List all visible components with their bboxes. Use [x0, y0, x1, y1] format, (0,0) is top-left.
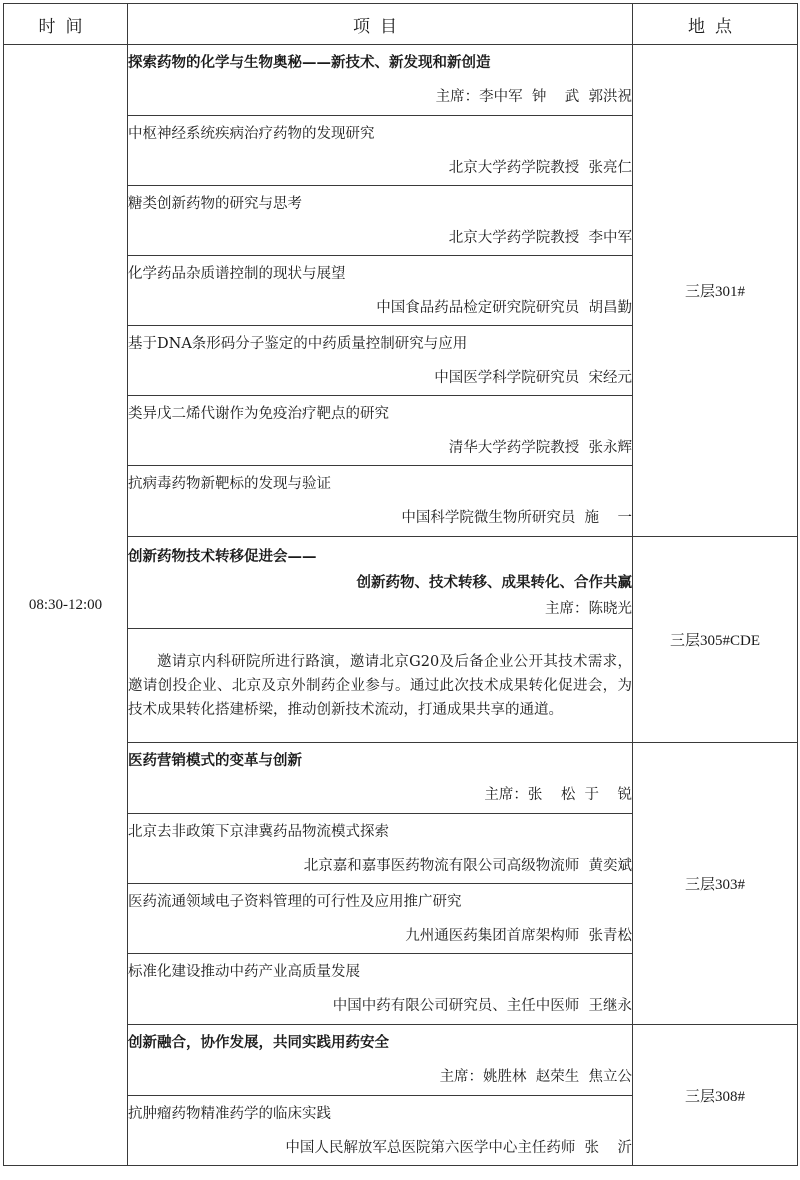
- session-title: 创新药物技术转移促进会——: [128, 547, 317, 565]
- table-row: [4, 45, 798, 116]
- session-title: 探索药物的化学与生物奥秘——新技术、新发现和新创造: [128, 54, 491, 71]
- session-header: [128, 45, 633, 116]
- talk-title: 糖类创新药物的研究与思考: [128, 195, 302, 212]
- talk-speaker: 北京大学药学院教授 张亮仁: [448, 159, 632, 176]
- session-location: 三层305#CDE: [633, 537, 798, 743]
- talk-cell: [128, 814, 633, 884]
- session-description: 邀请京内科研院所进行路演，邀请北京G20及后备企业公开其技术需求，邀请创投企业、北京及京外制药企业参与。通过此次技术成果转化促进会，为技术成果转化搭建桥梁，推动创新技术流动，打通成果共享的通道。: [128, 653, 632, 718]
- session-location: 三层301#: [633, 45, 798, 537]
- talk-title: 类异戊二烯代谢作为免疫治疗靶点的研究: [128, 405, 389, 422]
- talk-speaker: 清华大学药学院教授 张永辉: [448, 439, 632, 456]
- talk-speaker: 九州通医药集团首席架构师 张青松: [405, 927, 632, 944]
- talk-cell: [128, 1096, 633, 1166]
- session-title: 创新融合，协作发展，共同实践用药安全: [128, 1034, 389, 1051]
- talk-speaker: 中国人民解放军总医院第六医学中心主任药师 张 沂: [285, 1139, 632, 1156]
- talk-title: 抗病毒药物新靶标的发现与验证: [128, 476, 331, 492]
- talk-cell: [128, 884, 633, 954]
- talk-speaker: 中国中药有限公司研究员、主任中医师 王继永: [332, 998, 632, 1014]
- session-chair: 主席：陈晓光: [545, 600, 632, 617]
- talk-cell: [128, 256, 633, 326]
- session-chair: 主席：李中军 钟 武 郭洪祝: [435, 89, 632, 105]
- talk-title: 化学药品杂质谱控制的现状与展望: [128, 265, 346, 282]
- talk-title: 基于DNA条形码分子鉴定的中药质量控制研究与应用: [128, 335, 468, 352]
- session-chair: 主席：姚胜林 赵荣生 焦立公: [439, 1069, 632, 1085]
- schedule-page: [3, 3, 797, 1177]
- session-header: [128, 743, 633, 814]
- header-time: 时间: [4, 4, 128, 45]
- talk-speaker: 中国医学科学院研究员 宋经元: [434, 369, 632, 386]
- header-row: [4, 4, 798, 45]
- talk-cell: [128, 396, 633, 466]
- session-description-cell: [128, 629, 633, 743]
- talk-title: 抗肿瘤药物精准药学的临床实践: [128, 1105, 331, 1122]
- session-subtitle: 创新药物、技术转移、成果转化、合作共赢: [356, 573, 632, 591]
- talk-cell: [128, 326, 633, 396]
- talk-cell: [128, 466, 633, 537]
- session-location: 三层303#: [633, 743, 798, 1025]
- header-location: 地点: [633, 4, 798, 45]
- header-item: 项目: [128, 4, 633, 45]
- talk-title: 标准化建设推动中药产业高质量发展: [128, 964, 360, 980]
- session-location: 三层308#: [633, 1025, 798, 1166]
- session-header: [128, 537, 633, 629]
- session-chair: 主席：张 松 于 锐: [484, 787, 632, 803]
- talk-cell: [128, 186, 633, 256]
- talk-title: 北京去非政策下京津冀药品物流模式探索: [128, 823, 389, 840]
- talk-speaker: 北京大学药学院教授 李中军: [448, 229, 632, 246]
- talk-title: 医药流通领域电子资料管理的可行性及应用推广研究: [128, 893, 462, 910]
- talk-speaker: 中国食品药品检定研究院研究员 胡昌勤: [376, 299, 632, 316]
- talk-cell: [128, 116, 633, 186]
- talk-cell: [128, 954, 633, 1025]
- schedule-table: [3, 3, 798, 1166]
- session-header: [128, 1025, 633, 1096]
- session-title: 医药营销模式的变革与创新: [128, 752, 302, 769]
- talk-title: 中枢神经系统疾病治疗药物的发现研究: [128, 125, 375, 142]
- talk-speaker: 中国科学院微生物所研究员 施 一: [401, 510, 632, 526]
- time-slot: 08:30-12:00: [4, 45, 128, 1166]
- talk-speaker: 北京嘉和嘉事医药物流有限公司高级物流师 黄奕斌: [303, 857, 632, 874]
